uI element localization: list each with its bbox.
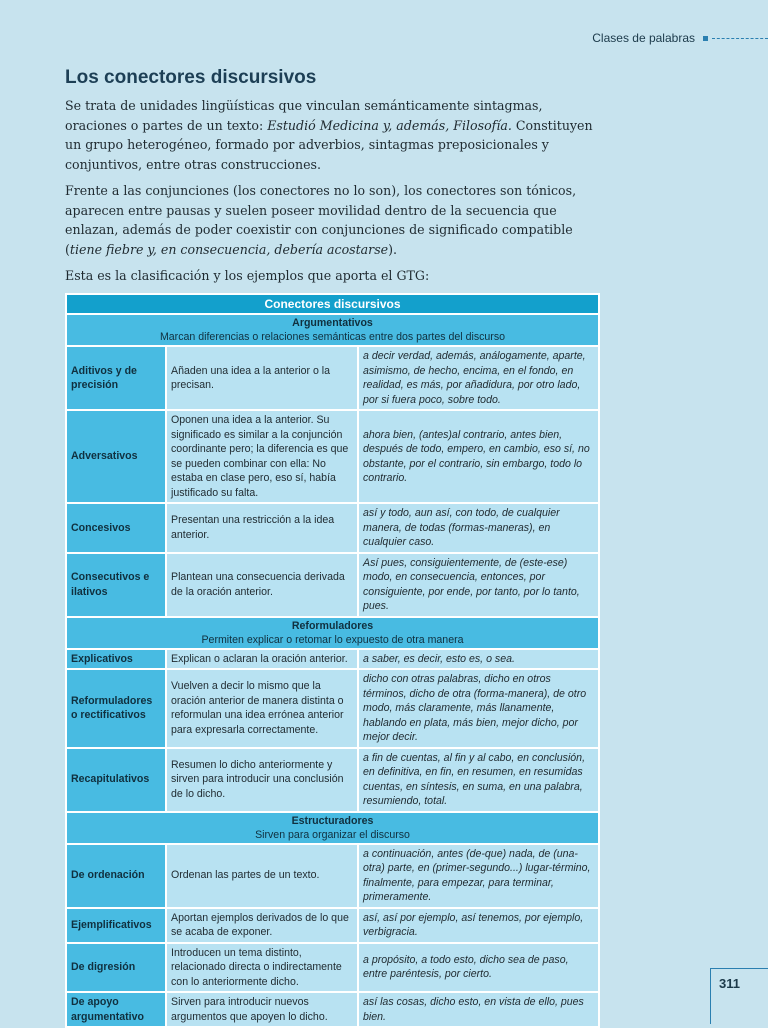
table-row <box>66 908 599 943</box>
examples-cell: así y todo, aun así, con todo, de cualquier manera, de todas (formas-maneras), en cualquier caso. <box>358 503 599 553</box>
table-row <box>66 410 599 503</box>
description-cell: Ordenan las partes de un texto. <box>166 844 358 908</box>
examples-cell: a propósito, a todo esto, dicho sea de paso, entre paréntesis, por cierto. <box>358 943 599 993</box>
p1-text-c: Constituyen un grupo heterogéneo, formado por adverbios, sintagmas preposicionales y conjuntivos, entre otras construcciones. <box>65 118 593 172</box>
description-cell: Vuelven a decir lo mismo que la oración anterior de manera distinta o reformulan una idea errónea anterior para expresarla correctamente. <box>166 669 358 748</box>
group-header <box>66 812 599 844</box>
group-name: Estructuradores <box>71 814 594 828</box>
examples-cell: así, así por ejemplo, así tenemos, por ejemplo, verbigracia. <box>358 908 599 943</box>
p2-example: tiene fiebre y, en consecuencia, debería acostarse <box>70 242 388 257</box>
description-cell: Introducen un tema distinto, relacionado directa o indirectamente con lo anteriormente dicho. <box>166 943 358 993</box>
category-cell: Reformuladores o rectificativos <box>66 669 166 748</box>
category-cell: Explicativos <box>66 649 166 670</box>
table-row <box>66 669 599 748</box>
p1-text-a: Se trata de unidades lingüísticas que vinculan semánticamente sintagmas, oraciones o partes de un texto: <box>65 98 543 133</box>
table-row <box>66 844 599 908</box>
description-cell: Explican o aclaran la oración anterior. <box>166 649 358 670</box>
running-header <box>592 30 768 46</box>
p1-example: Estudió Medicina y, además, Filosofía. <box>267 118 512 133</box>
table-row <box>66 748 599 812</box>
table-row <box>66 553 599 617</box>
description-cell: Resumen lo dicho anteriormente y sirven para introducir una conclusión de lo dicho. <box>166 748 358 812</box>
description-cell: Oponen una idea a la anterior. Su significado es similar a la conjunción coordinante pero; la diferencia es que se pueden combinar con ella: No estaba en clase pero, eso sí, había justificado su falta. <box>166 410 358 503</box>
examples-cell: a continuación, antes (de-que) nada, de (una-otra) parte, en (primer-segundo...) lugar-término, finalmente, para empezar, para terminar, primeramente. <box>358 844 599 908</box>
group-header <box>66 617 599 649</box>
examples-cell: Así pues, consiguientemente, de (este-ese) modo, en consecuencia, entonces, por consiguiente, por ende, por tanto, por lo tanto, pues. <box>358 553 599 617</box>
group-header-row <box>66 314 599 346</box>
category-cell: De apoyo argumentativo <box>66 992 166 1027</box>
examples-cell: a saber, es decir, esto es, o sea. <box>358 649 599 670</box>
p2-text-c: ). <box>388 242 397 257</box>
table-row <box>66 992 599 1027</box>
intro-paragraph-3: Esta es la clasificación y los ejemplos que aporta el GTG: <box>65 266 603 286</box>
examples-cell: así las cosas, dicho esto, en vista de ello, pues bien. <box>358 992 599 1027</box>
intro-paragraph-1 <box>65 96 603 174</box>
section-name: Clases de palabras <box>592 31 695 45</box>
p2-text-a: Frente a las conjunciones (los conectores no lo son), los conectores son tónicos, aparecen entre pausas y suelen poseer movilidad dentro de la secuencia que enlazan, además de poder coexistir con conjunciones de significado compatible ( <box>65 183 576 257</box>
description-cell: Plantean una consecuencia derivada de la oración anterior. <box>166 553 358 617</box>
examples-cell: ahora bien, (antes)al contrario, antes bien, después de todo, empero, en cambio, eso sí, no obstante, por el contrario, sin embargo, todo lo contrario. <box>358 410 599 503</box>
page-number: 311 <box>710 968 768 1024</box>
table-row <box>66 649 599 670</box>
connectors-table <box>65 293 600 1028</box>
category-cell: De digresión <box>66 943 166 993</box>
group-header-row <box>66 812 599 844</box>
table-row <box>66 346 599 410</box>
category-cell: Aditivos y de precisión <box>66 346 166 410</box>
page-title: Los conectores discursivos <box>65 67 603 89</box>
description-cell: Presentan una restricción a la idea anterior. <box>166 503 358 553</box>
group-header <box>66 314 599 346</box>
table-row <box>66 943 599 993</box>
group-description: Sirven para organizar el discurso <box>71 828 594 842</box>
category-cell: Adversativos <box>66 410 166 503</box>
description-cell: Aportan ejemplos derivados de lo que se acaba de exponer. <box>166 908 358 943</box>
category-cell: Consecutivos e ilativos <box>66 553 166 617</box>
category-cell: Concesivos <box>66 503 166 553</box>
examples-cell: dicho con otras palabras, dicho en otros términos, dicho de otra (forma-manera), de otro modo, más claramente, más llanamente, hablando en plata, más bien, mejor dicho, por mejor decir. <box>358 669 599 748</box>
header-square-marker <box>703 36 708 41</box>
category-cell: Ejemplificativos <box>66 908 166 943</box>
group-description: Marcan diferencias o relaciones semánticas entre dos partes del discurso <box>71 330 594 344</box>
category-cell: Recapitulativos <box>66 748 166 812</box>
description-cell: Sirven para introducir nuevos argumentos que apoyen lo dicho. <box>166 992 358 1027</box>
table-row <box>66 503 599 553</box>
main-content <box>65 67 603 1028</box>
table-title-row <box>66 294 599 315</box>
group-name: Reformuladores <box>71 619 594 633</box>
description-cell: Añaden una idea a la anterior o la precisan. <box>166 346 358 410</box>
group-name: Argumentativos <box>71 316 594 330</box>
header-dashed-line <box>712 38 768 39</box>
group-description: Permiten explicar o retomar lo expuesto de otra manera <box>71 633 594 647</box>
category-cell: De ordenación <box>66 844 166 908</box>
examples-cell: a fin de cuentas, al fin y al cabo, en conclusión, en definitiva, en fin, en resumen, en resumidas cuentas, en síntesis, en suma, en una palabra, resumiendo, total. <box>358 748 599 812</box>
table-title: Conectores discursivos <box>66 294 599 315</box>
intro-paragraph-2 <box>65 181 603 259</box>
examples-cell: a decir verdad, además, análogamente, aparte, asimismo, de hecho, encima, en el fondo, en realidad, es más, por añadidura, por otro lado, por si fuera poco, sobre todo. <box>358 346 599 410</box>
group-header-row <box>66 617 599 649</box>
